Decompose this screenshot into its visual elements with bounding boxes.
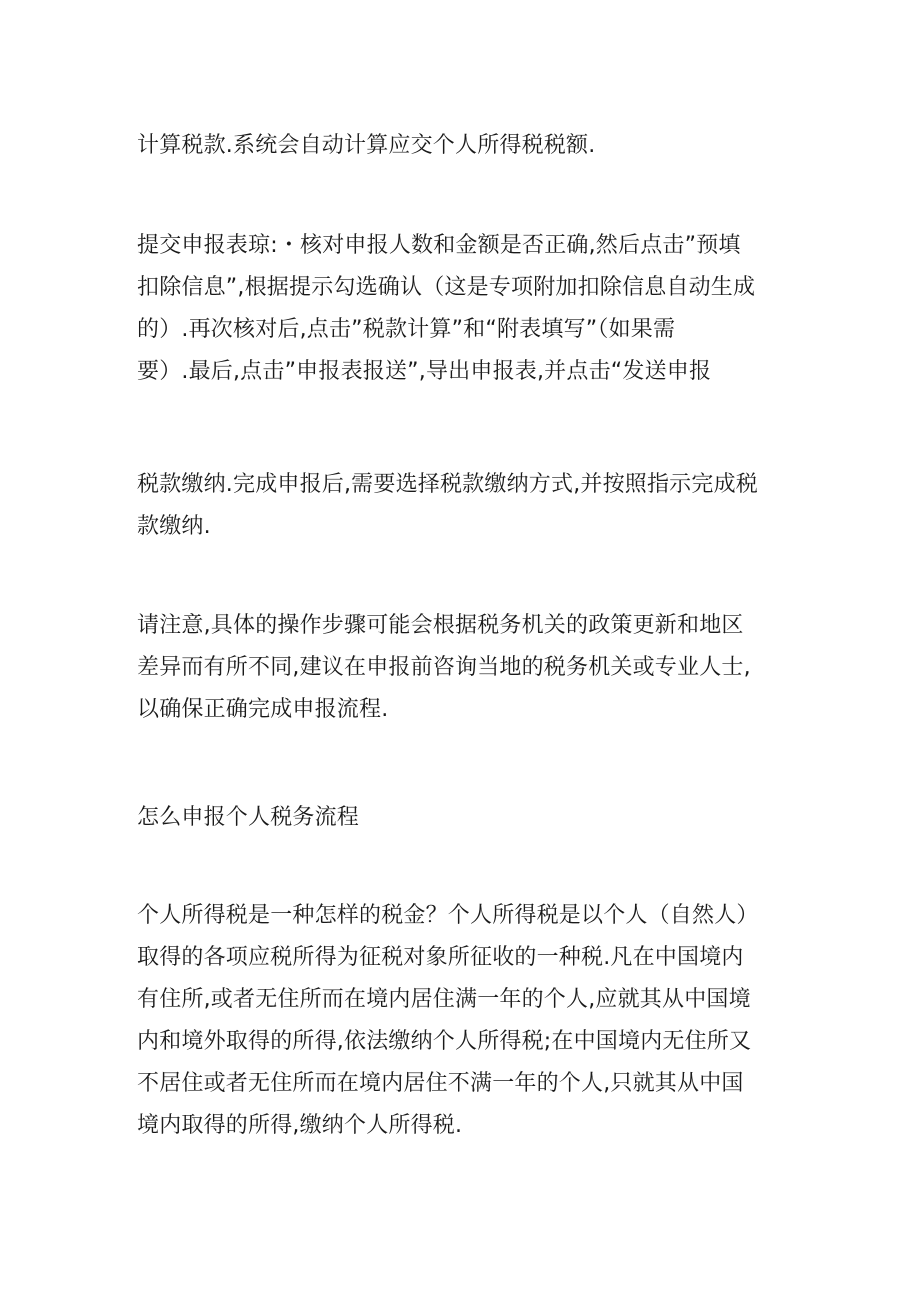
text-line: 不居住或者无住所而在境内居住不满一年的个人,只就其从中国	[137, 1071, 744, 1096]
text-line: 扣除信息”,根据提示勾选确认（这是专项附加扣除信息自动生成	[137, 275, 756, 300]
text-line: 有住所,或者无住所而在境内居住满一年的个人,应就其从中国境	[137, 987, 751, 1012]
text-line: 内和境外取得的所得,依法缴纳个人所得税;在中国境内无住所又	[137, 1029, 752, 1054]
text-line: 提交申报表琼:・核对申报人数和金额是否正确,然后点击”预填	[137, 233, 741, 258]
text-line: 款缴纳.	[137, 514, 211, 539]
text-line: 计算税款.系统会自动计算应交个人所得税税额.	[137, 133, 596, 158]
paragraph-notice	[137, 605, 797, 731]
text-line: 的）.再次核对后,点击”税款计算”和“附表填写”（如果需	[137, 317, 676, 342]
text-line: 请注意,具体的操作步骤可能会根据税务机关的政策更新和地区	[137, 613, 744, 638]
paragraph-tax-payment	[137, 464, 797, 548]
section-heading	[137, 797, 797, 839]
text-line: 要）.最后,点击”申报表报送”,导出申报表,并点击“发送申报	[137, 359, 712, 384]
text-line: 差异而有所不同,建议在申报前咨询当地的税务机关或专业人士,	[137, 655, 751, 680]
text-line: 个人所得税是一种怎样的税金？个人所得税是以个人（自然人）	[137, 903, 759, 928]
text-line: 以确保正确完成申报流程.	[137, 697, 389, 722]
paragraph-calculate-tax	[137, 125, 797, 167]
text-line: 税款缴纳.完成申报后,需要选择税款缴纳方式,并按照指示完成税	[137, 472, 758, 497]
paragraph-submit-return	[137, 225, 797, 393]
heading-text: 怎么申报个人税务流程	[137, 805, 360, 830]
text-line: 境内取得的所得,缴纳个人所得税.	[137, 1113, 463, 1138]
text-line: 取得的各项应税所得为征税对象所征收的一种税.凡在中国境内	[137, 945, 744, 970]
paragraph-income-tax-definition	[137, 895, 797, 1147]
